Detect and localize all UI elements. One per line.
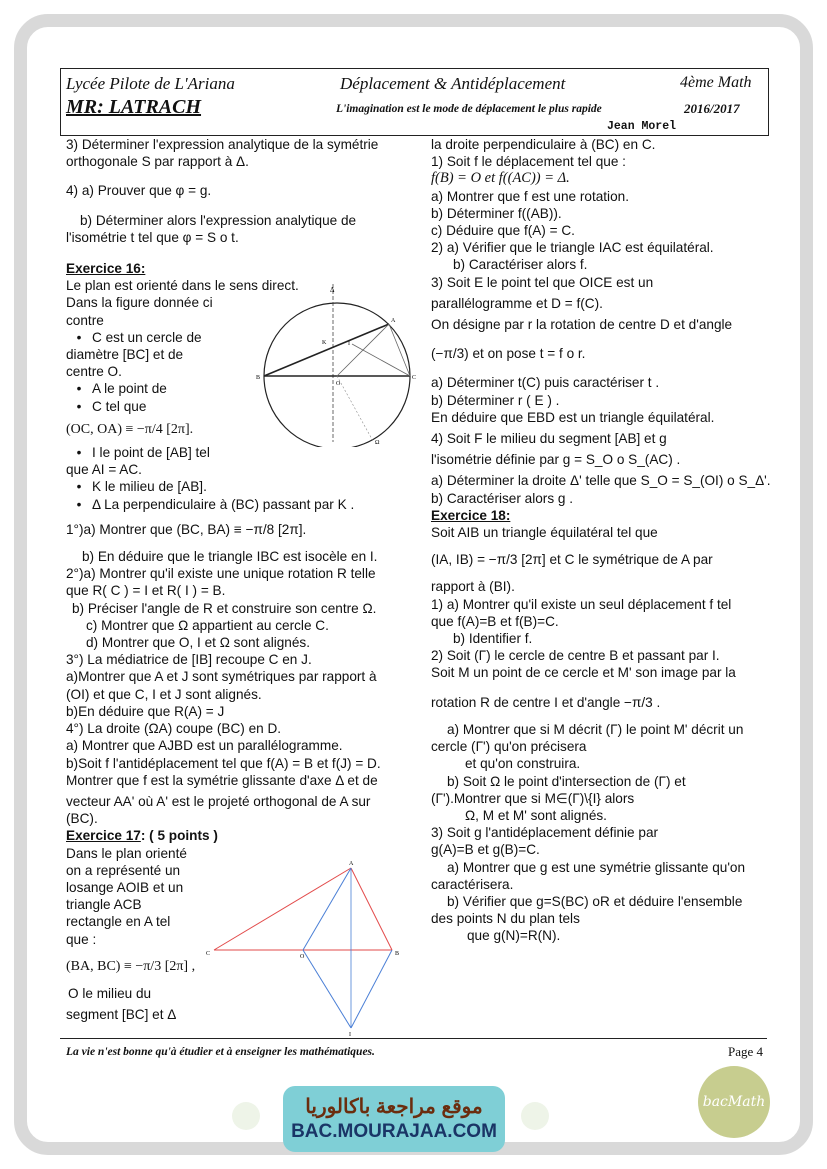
text-line: losange AOIB et un (66, 879, 184, 895)
rhombus-figure (202, 856, 422, 1036)
text-line: 1) a) Montrer qu'il existe un seul déplacement f tel (431, 596, 732, 612)
text-line: Soit M un point de ce cercle et M' son image par la (431, 665, 736, 681)
text-line: rectangle en A tel (66, 914, 171, 930)
text-line: On désigne par r la rotation de centre D et d'angle (431, 317, 733, 333)
exercise-17-points: : ( 5 points ) (140, 828, 218, 844)
text-line: rapport à (BI). (431, 579, 515, 595)
question-line: d) Montrer que O, I et Ω sont alignés. (86, 635, 310, 651)
text-line: a) Déterminer t(C) puis caractériser t . (431, 375, 660, 391)
text-line: cercle (Γ') qu'on précisera (431, 739, 587, 755)
text-line: triangle ACB (66, 897, 142, 913)
text-line: 4) Soit F le milieu du segment [AB] et g (431, 431, 667, 447)
text-line: Dans le plan orienté (66, 845, 187, 861)
banner-site-text: BAC.MOURAJAA.COM (291, 1121, 497, 1142)
text-line: 4) a) Prouver que φ = g. (66, 183, 212, 199)
text-line: des points N du plan tels (431, 911, 580, 927)
school-name: Lycée Pilote de L'Ariana (66, 74, 235, 93)
site-banner-link[interactable] (283, 1086, 505, 1152)
text-line: et qu'on construira. (465, 756, 581, 772)
exercise-16-heading: Exercice 16: (66, 261, 146, 277)
question-line: 3°) La médiatrice de [IB] recoupe C en J. (66, 652, 312, 668)
angle-relation: (OC, OA) ≡ −π/4 [2π]. (66, 421, 194, 437)
exercise-18-heading: Exercice 18: (431, 507, 511, 523)
text-line: Dans la figure donnée ci (66, 295, 213, 311)
text-line: b) Déterminer r ( E ) . (431, 392, 560, 408)
question-line: 2°)a) Montrer qu'il existe une unique rotation R telle (66, 566, 376, 582)
question-line: que R( C ) = I et R( I ) = B. (66, 583, 226, 599)
site-logo-icon (232, 1102, 260, 1130)
text-line: b) Déterminer alors l'expression analytique de (80, 212, 357, 228)
circle-figure (252, 282, 422, 447)
math-line: f(B) = O et f((AC)) = Δ. (431, 170, 570, 187)
text-line: caractérisera. (431, 876, 514, 892)
text-line: la droite perpendiculaire à (BC) en C. (431, 137, 656, 152)
question-line: c) Montrer que Ω appartient au cercle C. (86, 617, 329, 633)
text-line: Ω, M et M' sont alignés. (465, 807, 607, 823)
question-line: b) En déduire que le triangle IBC est isocèle en I. (82, 549, 378, 565)
text-line: 2) a) Vérifier que le triangle IAC est équilatéral. (431, 240, 714, 256)
footer-divider (60, 1038, 767, 1039)
text-line: a) Déterminer la droite Δ' telle que S_O = S_(OI) o S_Δ'. (431, 473, 771, 489)
list-item: • A le point de (76, 381, 167, 397)
question-line: 1°)a) Montrer que (BC, BA) ≡ −π/8 [2π]. (66, 521, 307, 537)
text-line: Soit AIB un triangle équilatéral tel que (431, 525, 658, 541)
text-line: 3) Déterminer l'expression analytique de la symétrie (66, 137, 379, 152)
text-line: que AI = AC. (66, 462, 142, 478)
text-line: O le milieu du (68, 985, 152, 1001)
banner-arabic-text: موقع مراجعة باكالوريا (305, 1096, 483, 1118)
text-line: Le plan est orienté dans le sens direct. (66, 278, 299, 294)
list-item: • C est un cercle de (76, 329, 202, 345)
text-line: parallélogramme et D = f(C). (431, 295, 603, 311)
exercise-17-heading: Exercice 17 (66, 828, 141, 844)
question-line: b)Soit f l'antidéplacement tel que f(A) = B et f(J) = D. (66, 755, 381, 771)
text-line: que g(N)=R(N). (467, 928, 561, 944)
page-number: Page 4 (728, 1044, 764, 1059)
text-line: segment [BC] et Δ (66, 1007, 177, 1023)
fig2-label: A (349, 861, 354, 867)
text-line: 3) Soit E le point tel que OICE est un (431, 274, 654, 290)
text-line: l'isométrie définie par g = S_O o S_(AC) . (431, 452, 681, 468)
right-column (431, 136, 771, 945)
angle-relation: (BA, BC) ≡ −π/3 [2π] , (66, 958, 196, 974)
question-line: b) Préciser l'angle de R et construire son centre Ω. (72, 600, 377, 616)
text-line: 2) Soit (Γ) le cercle de centre B et passant par I. (431, 648, 720, 664)
text-line: orthogonale S par rapport à Δ. (66, 154, 249, 170)
text-line: a) Montrer que si M décrit (Γ) le point M' décrit un (447, 721, 744, 737)
fig1-label: A (391, 318, 396, 324)
text-line: (Γ').Montrer que si M∈(Γ)\{I} alors (431, 790, 635, 806)
question-line: vecteur AA' où A' est le projeté orthogonal de A sur (66, 793, 371, 809)
text-line: b) Soit Ω le point d'intersection de (Γ) et (447, 773, 686, 789)
question-line: (OI) et que C, I et J sont alignés. (66, 686, 262, 702)
fig2-label: B (395, 951, 400, 957)
text-line: a) Montrer que g est une symétrie glissante qu'on (447, 859, 746, 875)
text-line: rotation R de centre I et d'angle −π/3 . (431, 694, 661, 710)
fig2-label: C (206, 951, 211, 957)
question-line: a)Montrer que A et J sont symétriques par rapport à (66, 669, 377, 685)
text-line: b) Caractériser alors f. (453, 257, 588, 273)
question-line: Montrer que f est la symétrie glissante d'axe Δ et de (66, 772, 378, 788)
school-year: 2016/2017 (684, 101, 740, 116)
text-line: b) Vérifier que g=S(BC) oR et déduire l'ensemble (447, 893, 743, 909)
text-line: (IA, IB) = −π/3 [2π] et C le symétrique de A par (431, 552, 713, 568)
fig1-label: C (412, 375, 417, 381)
text-line: diamètre [BC] et de (66, 347, 184, 363)
text-line: centre O. (66, 364, 122, 380)
list-item: • I le point de [AB] tel (76, 445, 210, 461)
text-line: g(A)=B et g(B)=C. (431, 842, 540, 858)
text-line: a) Montrer que f est une rotation. (431, 188, 629, 204)
question-line: (BC). (66, 811, 98, 827)
bacmath-logo-icon: bacMath (698, 1066, 770, 1138)
text-line: b) Déterminer f((AB)). (431, 205, 562, 221)
fig2-label: O (300, 954, 305, 960)
fig1-label: B (256, 375, 261, 381)
motto: L'imagination est le mode de déplacement le plus rapide (336, 103, 602, 115)
text-line: que f(A)=B et f(B)=C. (431, 613, 559, 629)
quote-author: Jean Morel (607, 120, 677, 133)
text-line: que : (66, 931, 97, 947)
teacher-name: MR: LATRACH (66, 96, 202, 118)
footer-quote: La vie n'est bonne qu'à étudier et à enseigner les mathématiques. (66, 1046, 375, 1058)
text-line: 1) Soit f le déplacement tel que : (431, 154, 626, 170)
text-line: on a représenté un (66, 862, 181, 878)
site-logo-icon (521, 1102, 549, 1130)
text-line: contre (66, 312, 104, 328)
document-title: Déplacement & Antidéplacement (340, 74, 566, 93)
fig1-label: O (336, 381, 341, 387)
text-line: En déduire que EBD est un triangle équilatéral. (431, 409, 715, 425)
fig1-label: Δ (330, 286, 335, 294)
list-item: • Δ La perpendiculaire à (BC) passant par K . (76, 496, 355, 512)
question-line: 4°) La droite (ΩA) coupe (BC) en D. (66, 721, 282, 737)
list-item: • K le milieu de [AB]. (76, 479, 207, 495)
list-item: • C tel que (76, 398, 147, 414)
text-line: l'isométrie t tel que φ = S o t. (66, 229, 239, 245)
class-level: 4ème Math (680, 74, 752, 91)
text-line: b) Caractériser alors g . (431, 490, 574, 506)
question-line: b)En déduire que R(A) = J (66, 703, 225, 719)
fig1-label: Ω (375, 440, 380, 446)
text-line: (−π/3) et on pose t = f o r. (431, 346, 586, 362)
text-line: 3) Soit g l'antidéplacement définie par (431, 825, 659, 841)
fig2-label: I (349, 1032, 351, 1036)
text-line: c) Déduire que f(A) = C. (431, 223, 575, 239)
fig1-label: I (348, 341, 350, 347)
question-line: a) Montrer que AJBD est un parallélogramme. (66, 738, 343, 754)
fig1-label: K (322, 340, 327, 346)
text-line: b) Identifier f. (453, 631, 533, 647)
